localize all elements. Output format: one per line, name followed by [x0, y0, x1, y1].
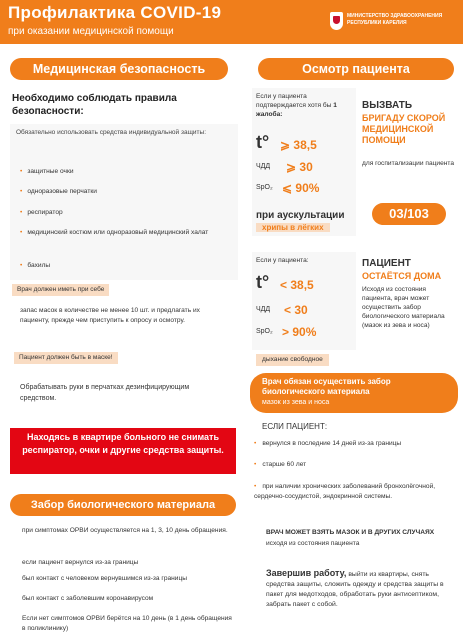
may-take-swab-sub: исходя из состояния пациента [266, 540, 360, 547]
gloves-text: Обрабатывать руки в перчатках дезинфицирующим средством. [20, 384, 190, 402]
finish-work-text: Завершив работу, выйти из квартиры, снять средства защиты, сложить одежду и средства защиты в пакет для медотходов, обработать руки антисептиком, забрать пакет с собой. [266, 568, 444, 608]
auscultation-text: при аускультации [256, 210, 345, 221]
temperature-value-low: < 38,5 [280, 278, 314, 292]
chdd-label: ЧДД [256, 163, 271, 170]
if-patient-item: • при наличии хронических заболеваний бронхолёгочной, сердечно-сосудистой, эндокринной системы. [254, 482, 454, 502]
rules-heading: Необходимо соблюдать правила безопасности: [12, 93, 177, 117]
spo2-label: SpO₂ [256, 184, 273, 191]
page-subtitle: при оказании медицинской помощи [8, 26, 174, 37]
severe-condition-text: Если у пациента подтверждается хотя бы 1 жалоба: [256, 93, 337, 118]
emergency-number: 03/103 [372, 203, 446, 225]
may-take-swab: ВРАЧ МОЖЕТ ВЗЯТЬ МАЗОК И В ДРУГИХ СЛУЧАЯХ [266, 529, 435, 536]
ppe-title: Обязательно использовать средства индивидуальной защиты: [16, 129, 207, 136]
chdd-label-2: ЧДД [256, 306, 271, 313]
section-title-medical-safety: Медицинская безопасность [10, 58, 228, 80]
ppe-item: • одноразовые перчатки [20, 188, 97, 195]
patient-text: Исходя из состояния пациента, врач может осуществить забор биологического материала (мазок из зева и носа) [362, 286, 445, 329]
ministry-name: МИНИСТЕРСТВО ЗДРАВООХРАНЕНИЯ РЕСПУБЛИКИ КАРЕЛИЯ [347, 13, 443, 26]
carry-tag: Врач должен иметь при себе [12, 284, 109, 296]
ppe-item: • респиратор [20, 209, 63, 216]
mild-condition-text: Если у пациента: [256, 257, 309, 264]
spo2-value-low: ⩽ 90% [282, 181, 320, 195]
spo2-value-normal: > 90% [282, 325, 317, 339]
coat-of-arms-icon [330, 12, 343, 30]
wheezes-tag: хрипы в лёгких [256, 223, 330, 232]
temperature-value-high: ⩾ 38,5 [280, 138, 317, 152]
if-patient-item: • старше 60 лет [254, 461, 306, 468]
ppe-box [10, 124, 238, 280]
ppe-item: • защитные очки [20, 168, 74, 175]
if-patient-item: • вернулся в последние 14 дней из-за границы [254, 440, 401, 447]
call-title: ВЫЗВАТЬ [362, 100, 413, 111]
call-purpose: для госпитализации пациента [362, 160, 455, 167]
call-ambulance: БРИГАДУ СКОРОЙ МЕДИЦИНСКОЙ ПОМОЩИ [362, 113, 446, 145]
free-breathing-tag: дыхание свободное [256, 354, 329, 366]
ppe-item: • бахилы [20, 262, 50, 269]
bio-item: был контакт с человеком вернувшимся из-за границы [22, 575, 187, 582]
doctor-obligation-sub: мазок из зева и носа [262, 399, 330, 406]
if-patient-heading: ЕСЛИ ПАЦИЕНТ: [262, 422, 328, 431]
chdd-value-high: ⩾ 30 [286, 160, 313, 174]
section-title-examination: Осмотр пациента [258, 58, 454, 80]
bio-item: при симптомах ОРВИ осуществляется на 1, 3, 10 день обращения. [22, 527, 228, 534]
bio-item: был контакт с заболевшим коронавирусом [22, 595, 154, 602]
carry-text: запас масок в количестве не менее 10 шт. и предлагать их пациенту, прежде чем приступить к опросу и осмотру. [20, 307, 200, 324]
patient-stays-home: ОСТАЁТСЯ ДОМА [362, 271, 442, 281]
patient-title: ПАЦИЕНТ [362, 258, 411, 269]
ppe-item: • медицинский костюм или одноразовый медицинский халат [20, 228, 220, 238]
bio-item: если пациент вернулся из-за границы [22, 559, 139, 566]
warning-box: Находясь в квартире больного не снимать респиратор, очки и другие средства защиты. [10, 428, 236, 474]
spo2-label-2: SpO₂ [256, 328, 273, 335]
temperature-label: t° [256, 132, 270, 152]
chdd-value-low: < 30 [284, 303, 308, 317]
doctor-obligation-text: Врач обязан осуществить забор биологического материала [262, 377, 391, 396]
bio-item: Если нет симптомов ОРВИ берётся на 10 день (в 1 день обращения в поликлинику) [22, 615, 232, 632]
temperature-label-2: t° [256, 272, 270, 292]
page-title: Профилактика COVID-19 [8, 3, 222, 22]
mask-tag: Пациент должен быть в маске! [14, 352, 118, 364]
section-title-bio-material: Забор биологического материала [10, 494, 236, 516]
